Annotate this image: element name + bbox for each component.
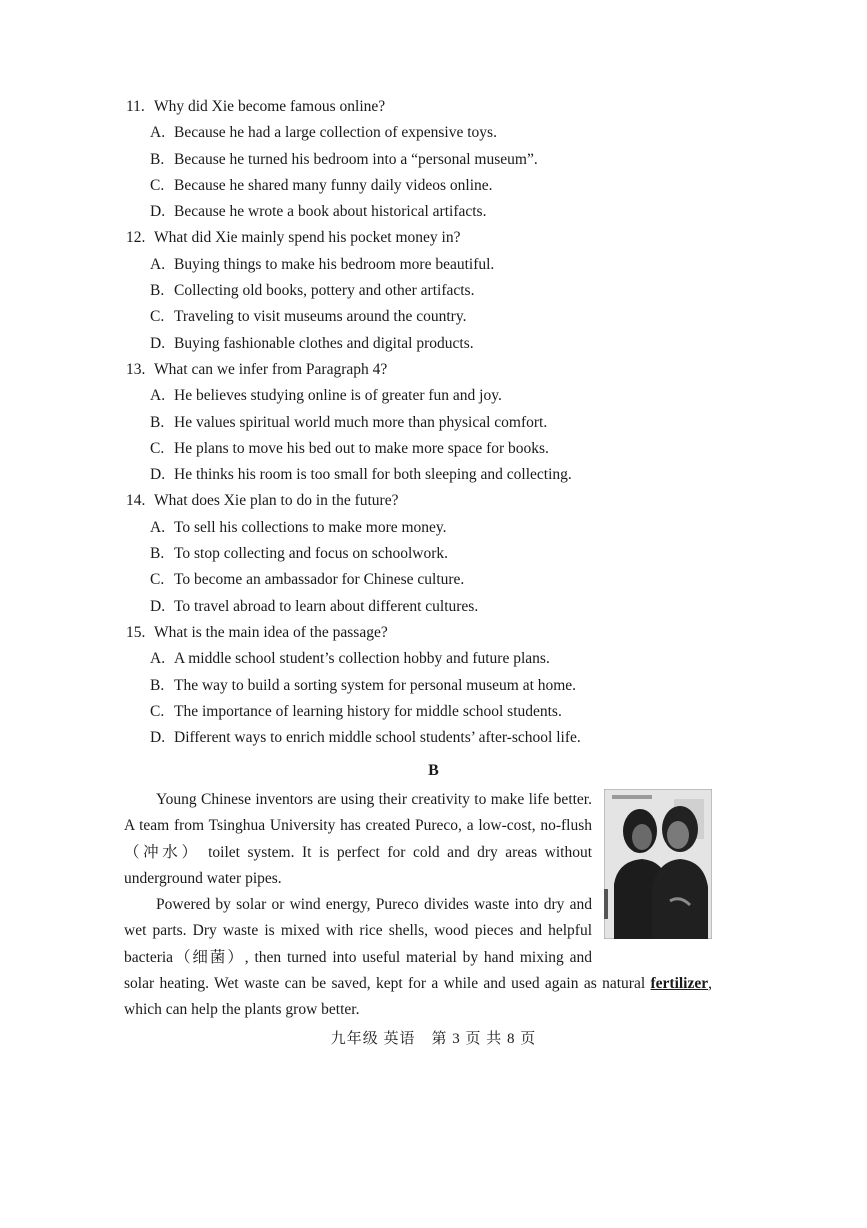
paragraph-2-text: Powered by solar or wind energy, Pureco divides waste into dry and wet parts. Dry waste is mixed with rice shells, wood pieces and helpful bacteria（细菌）, then turned into useful material by hand mixing and solar heating. Wet waste can be saved, kept for a while and used again as natural [124, 896, 651, 993]
option-text: Buying things to make his bedroom more beautiful. [174, 255, 495, 273]
option-letter: D. [150, 729, 166, 747]
option-text: He thinks his room is too small for both sleeping and collecting. [174, 466, 572, 484]
question-number: 15. [126, 623, 146, 641]
option-text: He plans to move his bed out to make more space for books. [174, 439, 549, 457]
question-15 [126, 620, 766, 751]
option-text: He values spiritual world much more than physical comfort. [174, 413, 548, 431]
option-letter: C. [150, 439, 165, 457]
option-letter: A. [150, 518, 166, 536]
answer-option [126, 278, 766, 304]
answer-option [126, 541, 766, 567]
option-text: Collecting old books, pottery and other artifacts. [174, 282, 475, 300]
option-text: Buying fashionable clothes and digital products. [174, 334, 474, 352]
answer-option [126, 515, 766, 541]
question-text: What can we infer from Paragraph 4? [154, 360, 388, 378]
option-letter: C. [150, 571, 165, 589]
question-stem [126, 94, 766, 120]
option-text: Because he had a large collection of expensive toys. [174, 124, 497, 142]
question-11 [126, 94, 766, 225]
option-letter: A. [150, 650, 166, 668]
passage-paragraph-1: Young Chinese inventors are using their creativity to make life better. A team from Tsinghua University has created Pureco, a low-cost, no-flush （冲水） toilet system. It is perfect for cold and dry areas without underground water pipes. [124, 791, 592, 887]
answer-option [126, 147, 766, 173]
answer-option [126, 173, 766, 199]
answer-option [126, 646, 766, 672]
answer-option [126, 673, 766, 699]
option-text: The way to build a sorting system for personal museum at home. [174, 676, 577, 694]
option-letter: C. [150, 702, 165, 720]
option-letter: A. [150, 387, 166, 405]
option-text: Different ways to enrich middle school students’ after-school life. [174, 729, 581, 747]
answer-option [126, 120, 766, 146]
keyword-fertilizer: fertilizer [650, 975, 709, 993]
section-b-title: B [428, 762, 439, 779]
question-14 [126, 488, 766, 619]
question-13 [126, 357, 766, 488]
answer-option [126, 567, 766, 593]
answer-option [126, 331, 766, 357]
answer-option [126, 725, 766, 751]
question-text: What is the main idea of the passage? [154, 623, 388, 641]
question-stem [126, 357, 766, 383]
option-letter: B. [150, 545, 165, 563]
option-text: A middle school student’s collection hobby and future plans. [174, 650, 550, 668]
option-text: To sell his collections to make more money. [174, 518, 447, 536]
option-text: Because he wrote a book about historical artifacts. [174, 203, 487, 221]
option-text: To become an ambassador for Chinese culture. [174, 571, 465, 589]
option-letter: C. [150, 308, 165, 326]
paragraph-2-ending: , which can help the plants grow better. [124, 975, 712, 1019]
option-letter: D. [150, 203, 166, 221]
question-number: 12. [126, 229, 146, 247]
option-text: He believes studying online is of greater fun and joy. [174, 387, 502, 405]
question-text: What did Xie mainly spend his pocket money in? [154, 229, 461, 247]
page-footer: 九年级 英语 第 3 页 共 8 页 [330, 1031, 537, 1047]
answer-option [126, 462, 766, 488]
option-text: To travel abroad to learn about different cultures. [174, 597, 479, 615]
option-letter: A. [150, 255, 166, 273]
option-text: Traveling to visit museums around the country. [174, 308, 467, 326]
option-text: Because he turned his bedroom into a “personal museum”. [174, 150, 538, 168]
option-letter: B. [150, 413, 165, 431]
question-list [126, 94, 766, 751]
answer-option [126, 594, 766, 620]
question-stem [126, 620, 766, 646]
option-text: The importance of learning history for middle school students. [174, 702, 562, 720]
option-text: To stop collecting and focus on schoolwork. [174, 545, 448, 563]
question-number: 14. [126, 492, 146, 510]
option-text: Because he shared many funny daily videos online. [174, 176, 493, 194]
option-letter: B. [150, 676, 165, 694]
answer-option [126, 699, 766, 725]
question-text: Why did Xie become famous online? [154, 98, 386, 115]
question-stem [126, 488, 766, 514]
answer-option [126, 383, 766, 409]
inventors-photo-image [604, 789, 712, 939]
answer-option [126, 436, 766, 462]
option-letter: A. [150, 124, 166, 142]
option-letter: C. [150, 176, 165, 194]
answer-option [126, 199, 766, 225]
question-text: What does Xie plan to do in the future? [154, 492, 399, 510]
question-number: 13. [126, 360, 146, 378]
option-letter: B. [150, 150, 165, 168]
answer-option [126, 252, 766, 278]
option-letter: D. [150, 466, 166, 484]
question-number: 11. [126, 98, 145, 115]
reading-passage-b [124, 787, 712, 1024]
question-12 [126, 225, 766, 356]
option-letter: D. [150, 334, 166, 352]
answer-option [126, 410, 766, 436]
inventors-photo [604, 789, 712, 939]
option-letter: D. [150, 597, 166, 615]
option-letter: B. [150, 282, 165, 300]
answer-option [126, 304, 766, 330]
question-stem [126, 225, 766, 251]
